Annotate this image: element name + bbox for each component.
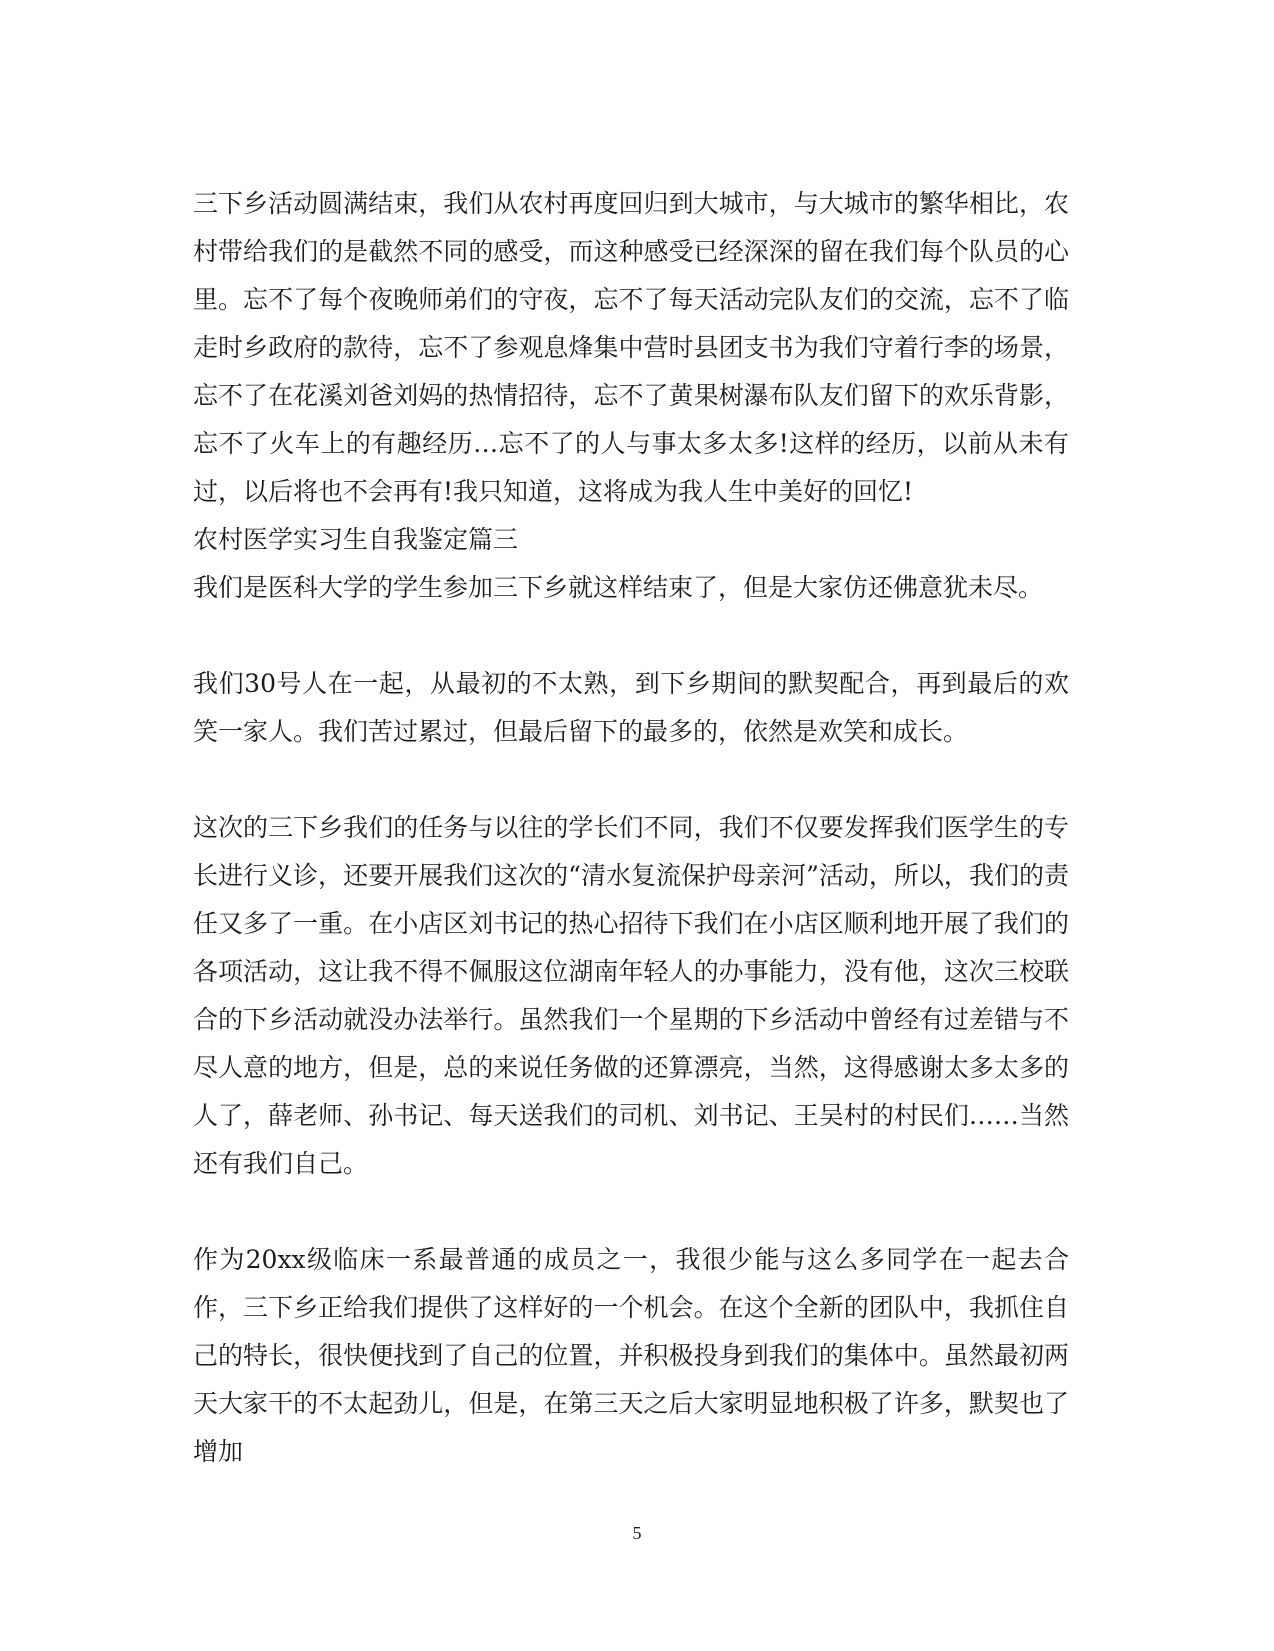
section-heading: 农村医学实习生自我鉴定篇三 [193,525,519,554]
paragraph-tasks: 这次的三下乡我们的任务与以往的学长们不同，我们不仅要发挥我们医学生的专长进行义诊，还要开展我们这次的“清水复流保护母亲河”活动，所以，我们的责任又多了一重。在小店区刘书记的热心招待下我们在小店区顺利地开展了我们的各项活动，这让我不得不佩服这位湖南年轻人的办事能力，没有他，这次三校联合的下乡活动就没办法举行。虽然我们一个星期的下乡活动中曾经有过差错与不尽人意的地方，但是，总的来说任务做的还算漂亮，当然，这得感谢太多太多的人了，薛老师、孙书记、每天送我们的司机、刘书记、王吴村的村民们……当然还有我们自己。 [193,813,1069,1178]
paragraph-intro: 我们是医科大学的学生参加三下乡就这样结束了，但是大家仿还佛意犹未尽。 [193,573,1044,602]
page-number: 5 [632,1523,642,1543]
paragraph-role: 作为20xx级临床一系最普通的成员之一，我很少能与这么多同学在一起去合作，三下乡正给我们提供了这样好的一个机会。在这个全新的团队中，我抓住自己的特长，很快便找到了自己的位置，并积极投身到我们的集体中。虽然最初两天大家干的不太起劲儿，但是，在第三天之后大家明显地积极了许多，默契也了增加 [193,1245,1069,1466]
document-body [193,180,1069,1476]
paragraph-team: 我们30号人在一起，从最初的不太熟，到下乡期间的默契配合，再到最后的欢笑一家人。我们苦过累过，但最后留下的最多的，依然是欢笑和成长。 [193,669,1069,746]
paragraph-closing-reflection: 三下乡活动圆满结束，我们从农村再度回归到大城市，与大城市的繁华相比，农村带给我们的是截然不同的感受，而这种感受已经深深的留在我们每个队员的心里。忘不了每个夜晚师弟们的守夜，忘不了每天活动完队友们的交流，忘不了临走时乡政府的款待，忘不了参观息烽集中营时县团支书为我们守着行李的场景，忘不了在花溪刘爸刘妈的热情招待，忘不了黄果树瀑布队友们留下的欢乐背影，忘不了火车上的有趣经历…忘不了的人与事太多太多!这样的经历，以前从未有过，以后将也不会再有!我只知道，这将成为我人生中美好的回忆! [193,189,1069,506]
